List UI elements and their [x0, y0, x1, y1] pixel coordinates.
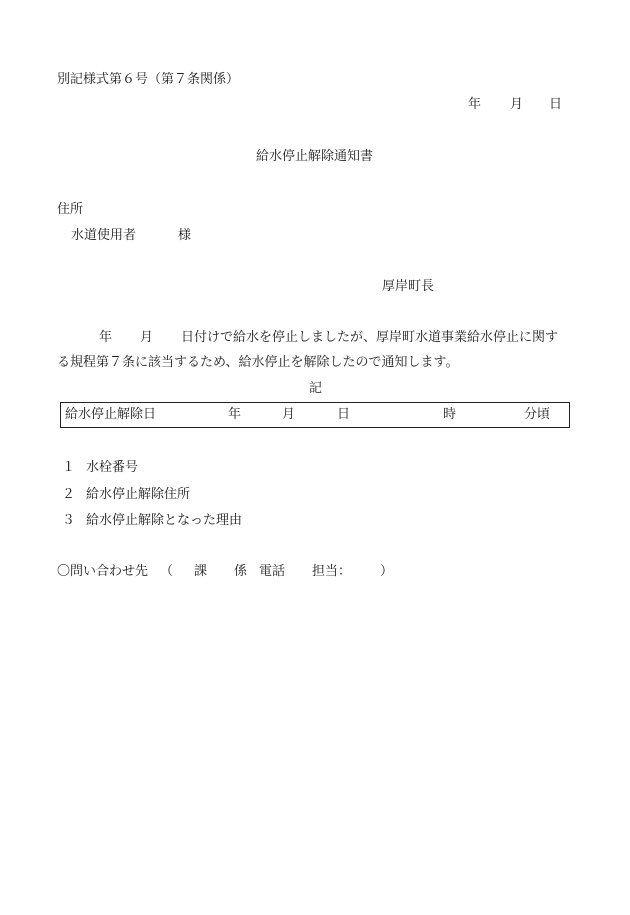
- release-month-label: 月: [282, 407, 296, 422]
- address-label: 住所: [57, 202, 84, 217]
- release-year-label: 年: [228, 407, 242, 422]
- contact-person-label: 担当：: [312, 564, 352, 579]
- contact-paren-open: （: [160, 564, 174, 579]
- ki-label: 記: [309, 381, 323, 396]
- list-item-number: ２: [62, 487, 76, 502]
- date-month-label: 月: [510, 97, 524, 112]
- list-item-number: １: [62, 460, 76, 475]
- list-item-text: 給水停止解除住所: [86, 487, 191, 502]
- body-paragraph-line-2: る規程第７条に該当するため、給水停止を解除したので通知します。: [57, 355, 459, 370]
- list-item-text: 水栓番号: [86, 460, 139, 475]
- contact-label: 〇問い合わせ先: [57, 564, 149, 579]
- list-item-number: ３: [62, 513, 76, 528]
- release-day-label: 日: [337, 407, 351, 422]
- form-number: 別記様式第６号（第７条関係）: [57, 72, 240, 87]
- release-hour-label: 時: [443, 407, 457, 422]
- release-date-label: 給水停止解除日: [65, 407, 157, 422]
- contact-phone-label: 電話: [259, 564, 286, 579]
- body-month-label: 月: [140, 330, 154, 345]
- issuer-name: 厚岸町長: [382, 279, 435, 294]
- recipient-honorific: 様: [178, 228, 192, 243]
- contact-paren-close: ）: [380, 564, 394, 579]
- release-date-box: [60, 402, 570, 428]
- contact-unit-label: 係: [234, 564, 248, 579]
- body-year-label: 年: [99, 330, 113, 345]
- date-year-label: 年: [468, 97, 482, 112]
- list-item-text: 給水停止解除となった理由: [86, 513, 243, 528]
- recipient-name-label: 水道使用者: [71, 228, 137, 243]
- document-title: 給水停止解除通知書: [256, 149, 374, 164]
- date-day-label: 日: [549, 97, 563, 112]
- release-minute-label: 分頃: [524, 407, 551, 422]
- contact-line: [57, 564, 417, 580]
- contact-section-label: 課: [194, 564, 208, 579]
- body-text-1: 日付けで給水を停止しましたが、厚岸町水道事業給水停止に関す: [181, 330, 559, 345]
